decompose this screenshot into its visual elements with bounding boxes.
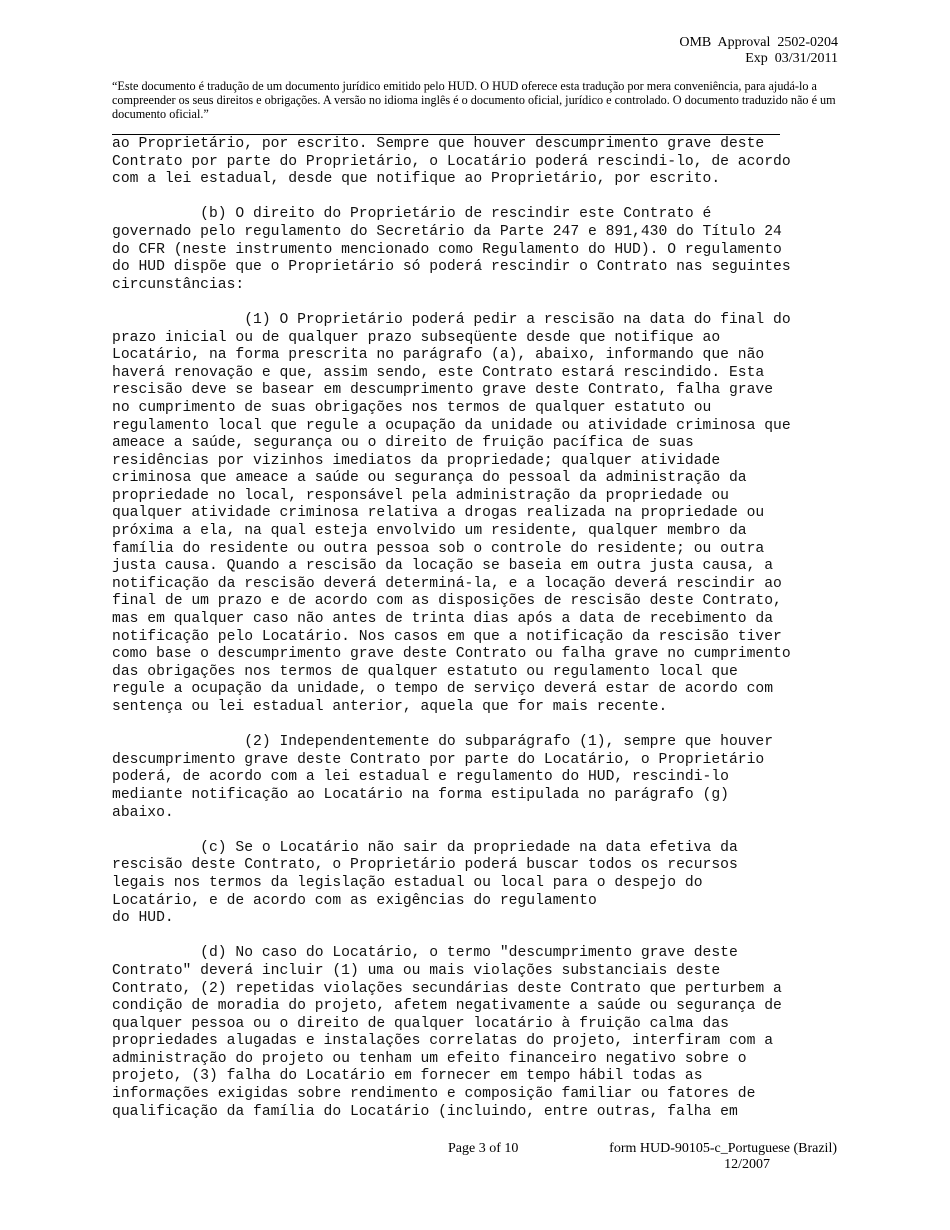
document-body [112,136,842,1139]
omb-approval-block [679,35,838,67]
header-divider [112,134,780,135]
omb-approval-number: OMB Approval 2502-0204 [679,35,838,50]
form-identifier [609,1141,837,1173]
paragraph-c: (c) Se o Locatário não sair da propriedade na data efetiva da rescisão deste Contrato, o Proprietário poderá buscar todos os recursos legais nos termos da legislação estadual ou local para o despejo do Locatário, e de acordo com as exigências do regulamento do HUD. [112,839,738,927]
paragraph-d: (d) No caso do Locatário, o termo "descumprimento grave deste Contrato" deverá incluir (1) uma ou mais violações substanciais deste Contrato, (2) repetidas violações secundárias deste Contrato que perturbem a condição de moradia do projeto, afetem negativamente a saúde ou segurança de qualquer pessoa ou o direito de qualquer locatário à fruição calma das propriedades alugadas e instalações correlatas do projeto, interfiram com a administração do projeto ou tenham um efeito financeiro negativo sobre o projeto, (3) falha do Locatário em fornecer em tempo hábil todas as informações exigidas sobre rendimento e composição familiar ou fatores de qualificação da família do Locatário (incluindo, entre outras, falha em [112,945,782,1120]
paragraph-b-1: (1) O Proprietário poderá pedir a rescisão na data do final do prazo inicial ou de qualquer prazo subseqüente desde que notifique ao Locatário, na forma prescrita no parágrafo (a), abaixo, informando que não haverá renovação e que, assim sendo, este Contrato estará rescindido. Esta rescisão deve se basear em descumprimento grave deste Contrato, falha grave no cumprimento de suas obrigações nos termos de qualquer estatuto ou regulamento local que regule a ocupação da unidade ou atividade criminosa que ameace a saúde, segurança ou o direito de fruição pacífica de suas residências por vizinhos imediatos da propriedade; qualquer atividade criminosa que ameace a saúde ou segurança do pessoal da administração da propriedade no local, responsável pela administração da propriedade ou qualquer atividade criminosa relativa a drogas realizada na propriedade ou próxima a ela, na qual esteja envolvido um residente, qualquer membro da família do residente ou outra pessoa sob o controle do residente; ou outra justa causa. Quando a rescisão da locação se baseia em outra justa causa, a notificação da rescisão deverá determiná-la, e a locação deverá rescindir ao final de um prazo e de acordo com as disposições de rescisão deste Contrato, mas em qualquer caso não antes de trinta dias após a data de recebimento da notificação pelo Locatário. Nos casos em que a notificação da rescisão tiver como base o descumprimento grave deste Contrato ou falha grave no cumprimento das obrigações nos termos de qualquer estatuto ou regulamento local que regule a ocupação da unidade, o tempo de serviço deverá estar de acordo com sentença ou lei estadual anterior, aquela que for mais recente. [112,311,791,715]
form-date: 12/2007 [724,1157,770,1172]
translation-disclaimer: “Este documento é tradução de um documento jurídico emitido pelo HUD. O HUD oferece esta tradução por mera conveniência, para ajudá-lo a compreender os seus direitos e obrigações. A versão no idioma inglês é o documento oficial, jurídico e controlado. O documento traduzido não é um documento oficial.” [112,79,836,121]
form-id: form HUD-90105-c_Portuguese (Brazil) [609,1141,837,1156]
omb-expiration: Exp 03/31/2011 [745,51,838,66]
paragraph-b-2: (2) Independentemente do subparágrafo (1), sempre que houver descumprimento grave deste Contrato por parte do Locatário, o Proprietário poderá, de acordo com a lei estadual e regulamento do HUD, rescindi-lo mediante notificação ao Locatário na forma estipulada no parágrafo (g) abaixo. [112,734,774,821]
paragraph-a-continuation: ao Proprietário, por escrito. Sempre que houver descumprimento grave deste Contrato por parte do Proprietário, o Locatário poderá rescindi-lo, de acordo com a lei estadual, desde que notifique ao Proprietário, por escrito. [112,136,791,188]
page-number: Page 3 of 10 [448,1141,519,1156]
paragraph-b: (b) O direito do Proprietário de rescindir este Contrato é governado pelo regulamento do Secretário da Parte 247 e 891,430 do Título 24 do CFR (neste instrumento mencionado como Regulamento do HUD). O regulamento do HUD dispõe que o Proprietário só poderá rescindir o Contrato nas seguintes circunstâncias: [112,206,791,293]
